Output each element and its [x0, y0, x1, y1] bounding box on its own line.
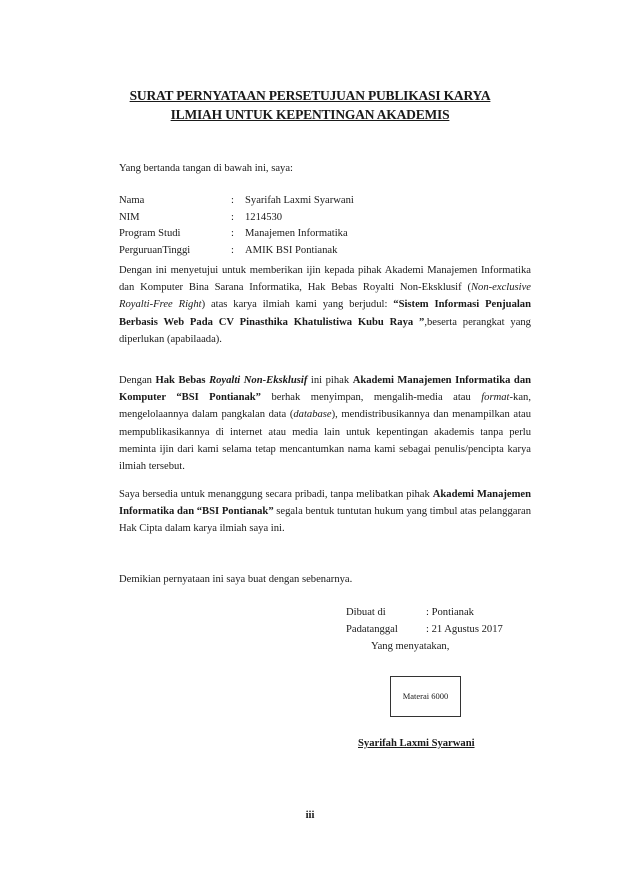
title-line-2: ILMIAH UNTUK KEPENTINGAN AKADEMIS	[170, 107, 450, 122]
date-value: : 21 Agustus 2017	[426, 624, 503, 635]
identity-table	[119, 193, 354, 259]
revenue-stamp-box: Materai 6000	[390, 676, 461, 717]
p1-text-a: Dengan ini menyetujui untuk memberikan ijin kepada pihak Akademi Manajemen Informatika dan Komputer Bina Sarana Informatika, Hak Bebas Royalti Non-Eksklusif (	[119, 265, 531, 294]
p2-text-j: ), mendistribusikannya dan menampilkan atau mempublikasikannya di internet atau media lain untuk kepentingan akademis tanpa perlu meminta ijin dari kami selama tetap mencantumkan nama kami sebagai penulis/pencipta karya ilmiah tersebut.	[119, 409, 532, 473]
p2-text-c: Royalti Non-Eksklusif	[209, 375, 308, 386]
identity-separator: :	[231, 244, 234, 256]
identity-value: Manajemen Informatika	[245, 228, 348, 239]
identity-row-name	[119, 193, 354, 210]
p1-right-name: Non-exclusive Royalti-Free Right	[119, 282, 531, 311]
made-at-value: : Pontianak	[426, 607, 474, 618]
p2-database: database	[293, 409, 332, 421]
document-title	[100, 86, 520, 124]
intro-text: Yang bertanda tangan di bawah ini, saya:	[119, 163, 293, 174]
date-row	[346, 621, 503, 638]
identity-separator: :	[231, 195, 234, 206]
p1-text-c: ) atas karya ilmiah kami yang berjudul:	[201, 299, 394, 311]
signer-name: Syarifah Laxmi Syarwani	[358, 738, 475, 749]
closing-statement: Demikian pernyataan ini saya buat dengan sebenarnya.	[119, 574, 353, 585]
p2-institution: Akademi Manajemen Informatika dan Komputer “BSI Pontianak”	[119, 375, 532, 404]
identity-row-nim	[119, 210, 354, 227]
p2-text-f: berhak menyimpan, mengalih-media atau	[260, 392, 482, 404]
identity-value: 1214530	[245, 211, 283, 223]
identity-row-institution	[119, 243, 354, 260]
p3-institution: Akademi Manajemen Informatika dan “BSI Pontianak”	[119, 489, 532, 518]
identity-value: AMIK BSI Pontianak	[245, 244, 338, 256]
made-at-label: Dibuat di	[346, 607, 386, 618]
identity-separator: :	[231, 211, 234, 223]
liability-paragraph	[119, 486, 531, 538]
made-at-row	[346, 604, 503, 621]
identity-label: NIM	[119, 211, 140, 223]
identity-separator: :	[231, 228, 234, 239]
rights-paragraph	[119, 372, 531, 475]
p3-text-a: Saya bersedia untuk menanggung secara pribadi, tanpa melibatkan pihak	[119, 489, 433, 500]
identity-label: Nama	[119, 195, 145, 206]
identity-row-program	[119, 226, 354, 243]
p2-text-h: -kan, mengelolaannya dalam pangkalan data (	[119, 392, 531, 421]
date-label: Padatanggal	[346, 624, 398, 635]
signature-block	[346, 604, 503, 655]
p2-format: format	[481, 392, 510, 404]
identity-label: Program Studi	[119, 228, 181, 239]
p1-text-e: ,beserta perangkat yang diperlukan (apabilaada).	[119, 316, 531, 345]
declarant-label: Yang menyatakan,	[371, 641, 450, 652]
p2-text-d: ini pihak	[307, 375, 353, 386]
p2-text-b: Hak Bebas	[155, 375, 210, 386]
identity-value: Syarifah Laxmi Syarwani	[245, 195, 354, 206]
identity-label: PerguruanTinggi	[119, 244, 191, 256]
p3-text-c: segala bentuk tuntutan hukum yang timbul atas pelanggaran Hak Cipta dalam karya ilmiah saya ini.	[119, 506, 531, 535]
consent-paragraph	[119, 262, 531, 348]
p2-text-a: Dengan	[119, 375, 156, 386]
page-number: iii	[305, 810, 315, 821]
thesis-title: “Sistem Informasi Penjualan Berbasis Web Pada CV Pinasthika Khatulistiwa Kubu Raya ”	[119, 299, 531, 328]
title-line-1: SURAT PERNYATAAN PERSETUJUAN PUBLIKASI KARYA	[129, 88, 491, 103]
